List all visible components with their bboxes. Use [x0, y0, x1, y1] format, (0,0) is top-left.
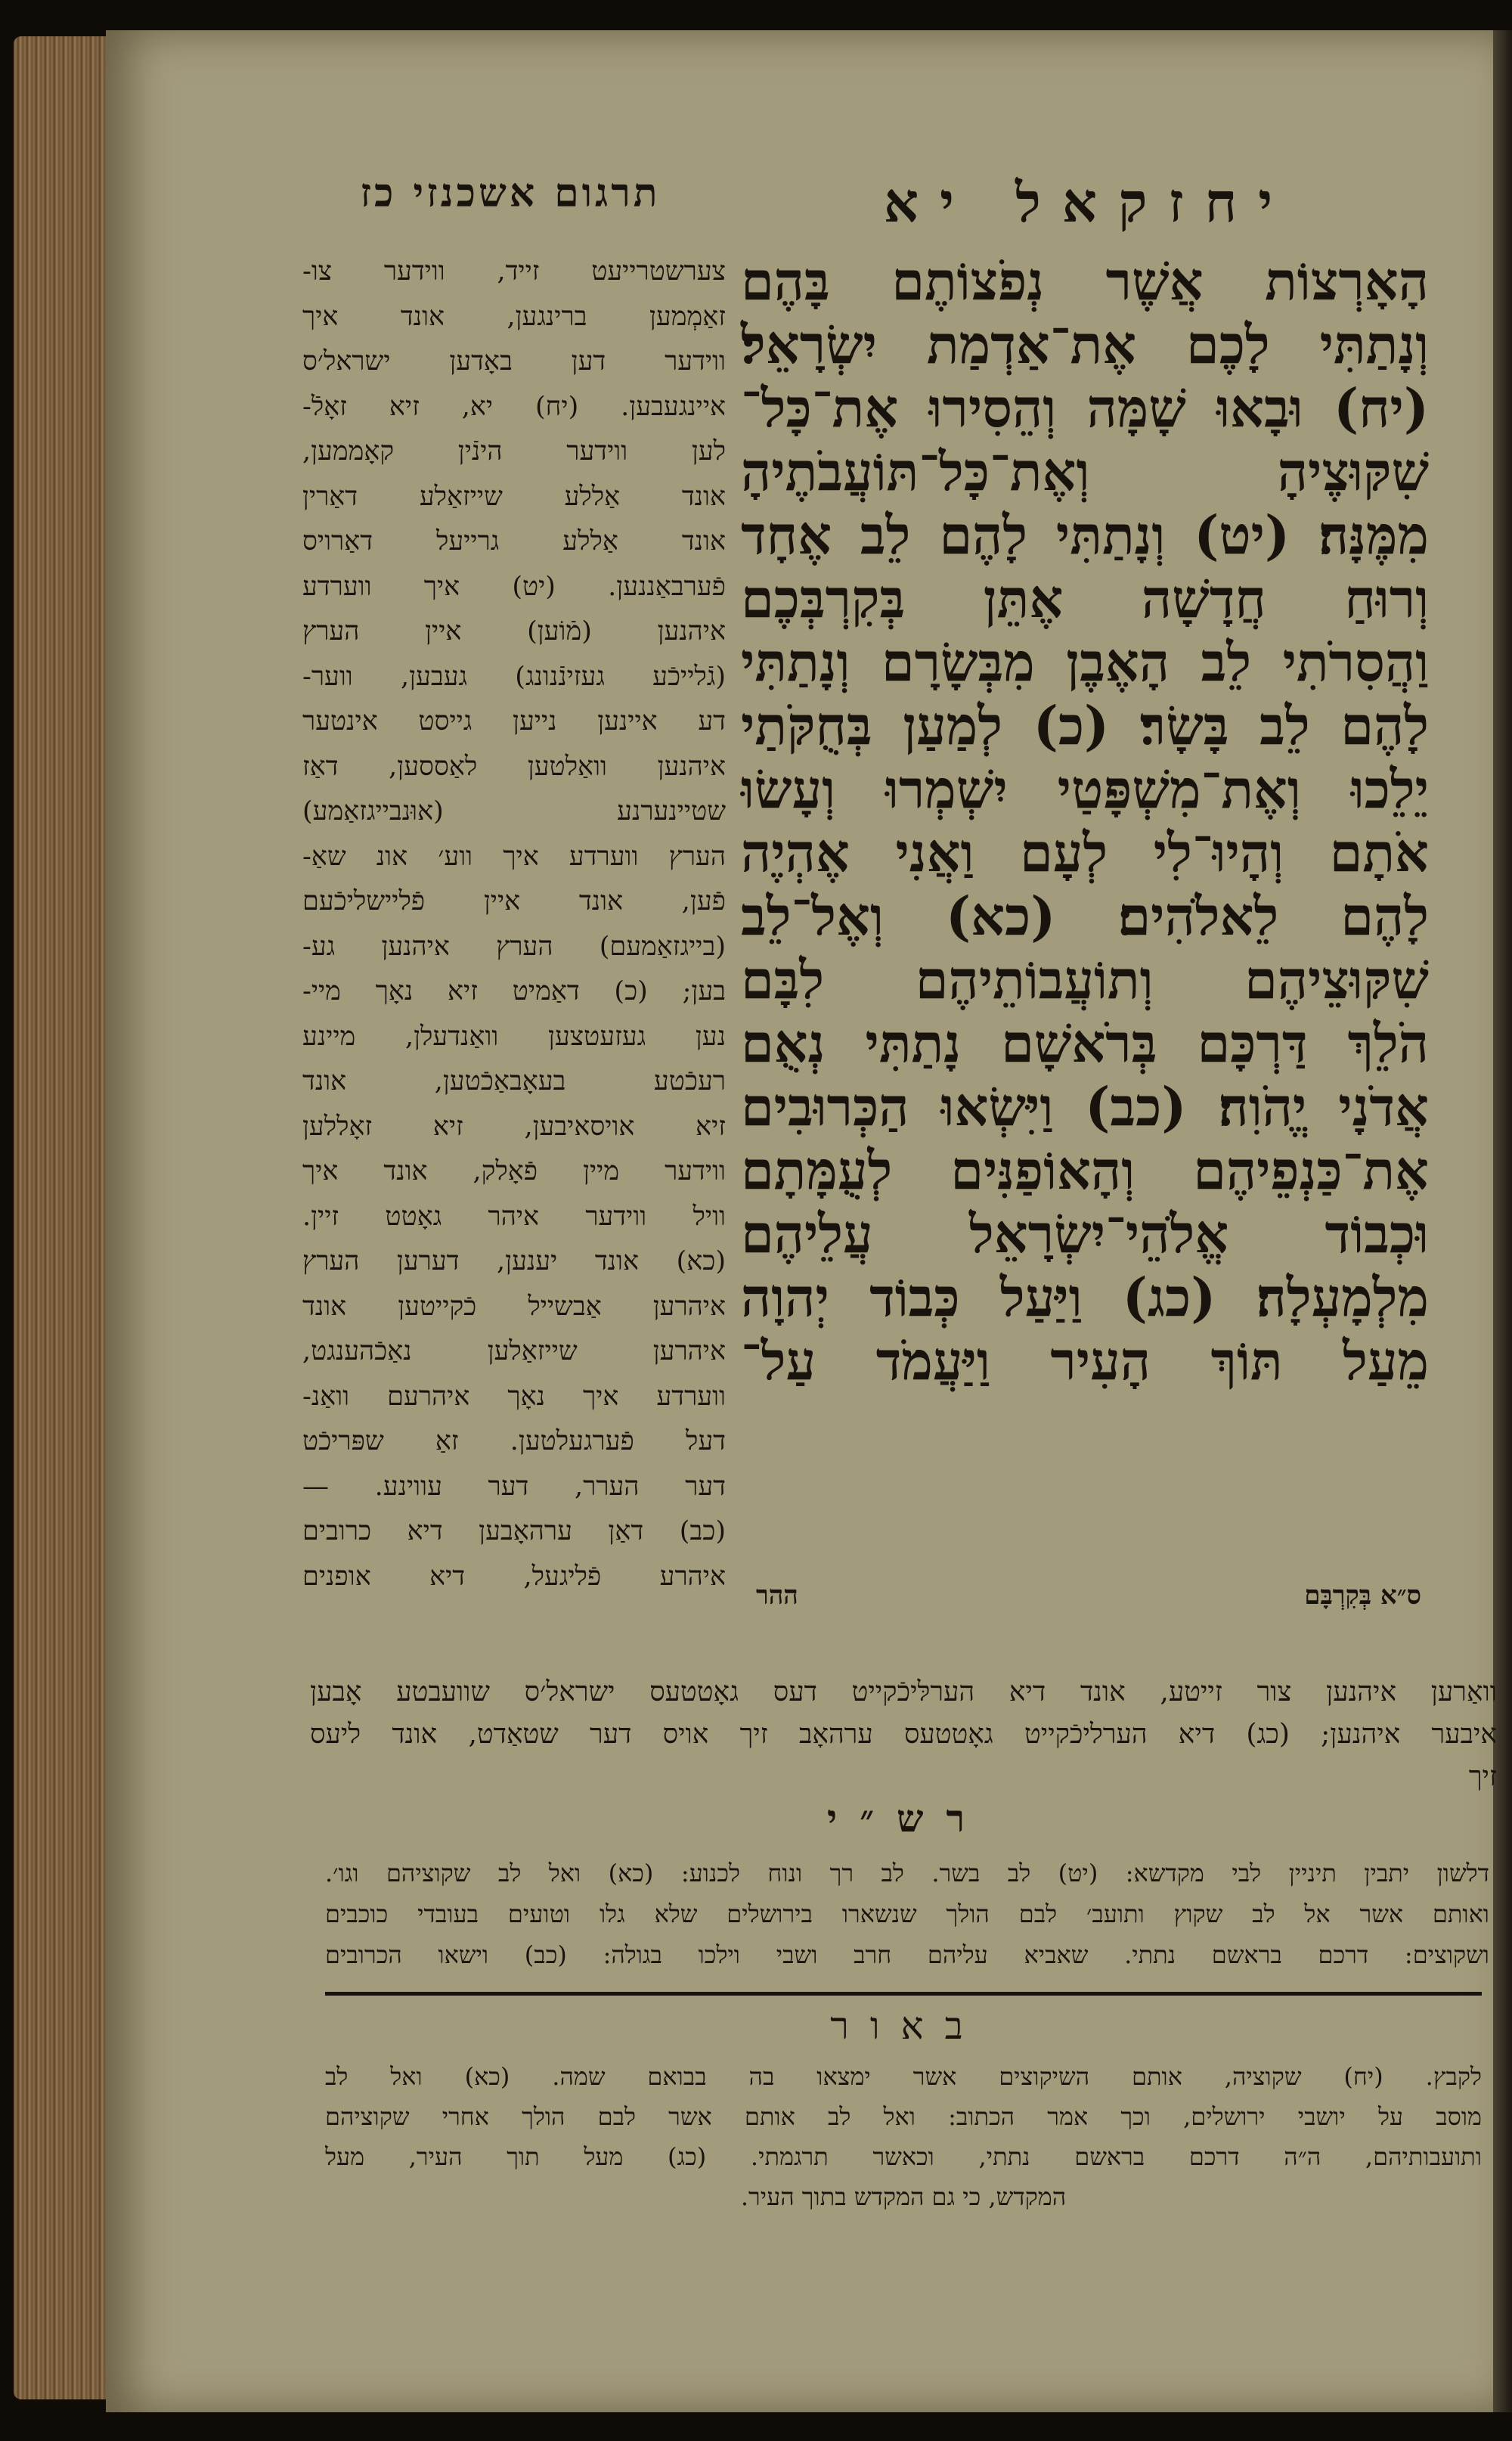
- rashi-line: ושקוצים: דרכם בראשם נתתי. שאביא עליהם חרב ושבי וילכו בגולה: (כב) וישאו הכרובים: [325, 1940, 1489, 1969]
- targum-column: [302, 250, 726, 1599]
- targum-line: איהנען וואַלטען לאַססען, דאַז: [302, 751, 726, 782]
- bible-text-column: [741, 250, 1429, 1393]
- rashi-commentary: [325, 1853, 1489, 1975]
- targum-cont-line: וואַרען איהנען צור זייטע, אונד דיא הערלּיכֿקייט דעס גאָטטעס ישראל׳ס שוועבטע אָבען: [310, 1676, 1497, 1707]
- targum-line: איהרע פֿליגעל, דיא אופנים: [302, 1561, 726, 1592]
- section-divider: [325, 1992, 1482, 1996]
- targum-continuation: [310, 1671, 1497, 1798]
- rashi-line: דלשון יתבין תיניין לבי מקדשא: (יט) לב בשר. לב רך ונוח לכנוע: (כא) ואל לב שקוציהם וגו׳.: [325, 1859, 1489, 1887]
- targum-line: דעל פֿערגעלטען. זאַ שפּריכֿט: [302, 1426, 726, 1456]
- targum-cont-line: איבער איהנען; (כג) דיא הערליכֿקייט גאָטטעס ערהאָב זיך אויס דער שטאַדט, אונד ליעס: [310, 1719, 1497, 1750]
- rashi-heading: רש״י: [826, 1796, 988, 1841]
- biur-commentary: [325, 2057, 1482, 2217]
- targum-line: זאַמְמען ברינגען, אונד איך: [302, 301, 726, 332]
- targum-line: אונד אַללע גרייעל דאַרויס: [302, 526, 726, 557]
- biur-line: המקדש, כי גם המקדש בתוך העיר.: [740, 2182, 1067, 2211]
- targum-line: זיא אויסאיבען, זיא זאָללען: [302, 1111, 726, 1142]
- targum-line: שטיינערנע (אוּנבייגזאַמע): [302, 796, 726, 827]
- targum-line: (בייגזאַמעם) הערץ איהנען גע-: [302, 931, 726, 962]
- targum-line: פֿען, אונד איין פֿליישליכֿעם: [302, 886, 726, 917]
- biur-heading: באור: [830, 2004, 984, 2048]
- bible-line: וְנָתַתִּי לָכֶם אֶת־אַדְמַת יִשְׂרָאֵל׃: [741, 313, 1429, 376]
- bible-line: הָאָרְצוֹת אֲשֶׁר נְפֹצוֹתֶם בָּהֶם: [741, 250, 1429, 312]
- bible-line: וְרוּחַ חֲדָשָׁה אֶתֵּן בְּקִרְבְּכֶם: [741, 567, 1429, 630]
- bible-line: (יח) וּבָאוּ שָׁמָּה וְהֵסִירוּ אֶת־כָּל־: [741, 377, 1429, 439]
- page-shadow: [1493, 30, 1512, 2412]
- targum-cont-line: זיך: [1468, 1761, 1497, 1792]
- bible-line: אֲדֹנָי יֱהֹוִה׃ (כב) וַיִּשְׂאוּ הַכְּרוּבִים: [741, 1075, 1429, 1138]
- bible-line: יֵלֵכוּ וְאֶת־מִשְׁפָּטַי יִשְׁמְרוּ וְעָשׂוּ: [741, 758, 1429, 820]
- catchword: ההר: [756, 1580, 798, 1611]
- targum-line: הערץ ווערדע איך ווע׳ אונ שאַ-: [302, 841, 726, 872]
- bible-line: שִׁקּוּצֵיהֶם וְתוֹעֲבוֹתֵיהֶם לִבָּם: [741, 948, 1429, 1011]
- biur-line: מוסב על יושבי ירושלים, וכך אמר הכתוב: ואל לב אותם אשר לבם הולך אחרי שקוציהם: [325, 2102, 1482, 2131]
- targum-line: פֿערבאַננען. (יט) איך ווערדע: [302, 571, 726, 602]
- bible-line: לָהֶם לֵאלֹהִים׃ (כא) וְאֶל־לֵב: [741, 885, 1429, 948]
- targum-line: איינגעבען. (יח) יא, זיא זאָלֿ-: [302, 391, 726, 422]
- rashi-line: ואותם אשר אל לב שקוץ ותועב׳ לבם הולך שנשארו בירושלים שלא גלו וטועים בעובדי כוכבים: [325, 1900, 1489, 1928]
- targum-line: דע איינען נייען גייסט אינטער: [302, 706, 726, 737]
- bible-line: מֵעַל תּוֹךְ הָעִיר וַיַּעֲמֹד עַל־: [741, 1329, 1429, 1392]
- targum-line: (כא) אונד יענען, דערען הערץ: [302, 1246, 726, 1276]
- biur-line: לקבץ. (יח) שקוציה, אותם השיקוצים אשר ימצאו בה בבואם שמה. (כא) ואל לב: [325, 2062, 1482, 2091]
- bible-line: הֹלֵךְ דַּרְכָּם בְּרֹאשָׁם נָתַתִּי נְאֻם: [741, 1012, 1429, 1075]
- targum-title-header: תרגום אשכנזי כז: [360, 170, 661, 216]
- targum-line: ווידער דען באָדען ישראל׳ס: [302, 346, 726, 377]
- targum-line: דער הערר, דער עווינע. —: [302, 1471, 726, 1502]
- targum-line: אונד אַללע שייזאַלע דאַרין: [302, 481, 726, 512]
- targum-line: ווערדע איך נאָך איהרעם וואַנ-: [302, 1381, 726, 1412]
- bible-line: וַהֲסִרֹתִי לֵב הָאֶבֶן מִבְּשָׂרָם וְנָתַתִּי: [741, 631, 1429, 693]
- targum-line: (גֿלייכֿע געזינֿנונג) געבען, ווער-: [302, 661, 726, 692]
- targum-line: איהנען (מֿוֹען) איין הערץ: [302, 616, 726, 647]
- variant-reading: ס״א בְּקִרְבָּם: [1304, 1580, 1421, 1611]
- biur-line: ותועבותיהם, ה״ה דרכם בראשם נתתי, וכאשר תרגמתי. (כג) מעל תוך העיר, מעל: [325, 2142, 1482, 2171]
- targum-line: ווידער מיין פֿאָלק, אונד איך: [302, 1156, 726, 1186]
- targum-line: לען ווידער הינֿין קאָממען,: [302, 436, 726, 467]
- targum-line: רעכֿטע בעאָבאַכֿטען, אונד: [302, 1066, 726, 1096]
- targum-line: וויל ווידער איהר גאָטט זיין.: [302, 1201, 726, 1232]
- bible-line: מִמֶּנָּה׃ (יט) וְנָתַתִּי לָהֶם לֵב אֶחָד: [741, 504, 1429, 566]
- targum-line: בען; (כ) דאַמיט זיא נאָך מיי-: [302, 976, 726, 1006]
- bible-line: אֶת־כַּנְפֵיהֶם וְהָאוֹפַנִּים לְעֻמָּתָם: [741, 1139, 1429, 1202]
- bible-line: שִׁקּוּצֶיהָ וְאֶת־כָּל־תּוֹעֲבֹתֶיהָ: [741, 440, 1429, 503]
- targum-line: נען געזעטצען וואַנדעלן, מיינע: [302, 1021, 726, 1052]
- bible-line: מִלְמָעְלָה׃ (כג) וַיַּעַל כְּבוֹד יְהוָה: [741, 1266, 1429, 1329]
- targum-line: צערשטרייעט זייד, ווידער צו-: [302, 256, 726, 287]
- targum-line: איהרען אַבשייל כֿקייטען אונד: [302, 1291, 726, 1322]
- bible-line: וּכְבוֹד אֱלֹהֵי־יִשְׂרָאֵל עֲלֵיהֶם: [741, 1202, 1429, 1265]
- targum-line: איהרען שייזאַלען נאַכֿהענגט,: [302, 1336, 726, 1366]
- bible-line: לָהֶם לֵב בָּשָׂר׃ (כ) לְמַעַן בְּחֻקֹּתַי: [741, 694, 1429, 757]
- bible-variant-note: [756, 1580, 1421, 1611]
- bible-line: אֹתָם וְהָיוּ־לִי לְעָם וַאֲנִי אֶהְיֶה: [741, 821, 1429, 884]
- targum-line: (כב) דאַן ערהאָבען דיא כרובים: [302, 1516, 726, 1546]
- book-title-header: יחזקאל יא: [883, 170, 1294, 234]
